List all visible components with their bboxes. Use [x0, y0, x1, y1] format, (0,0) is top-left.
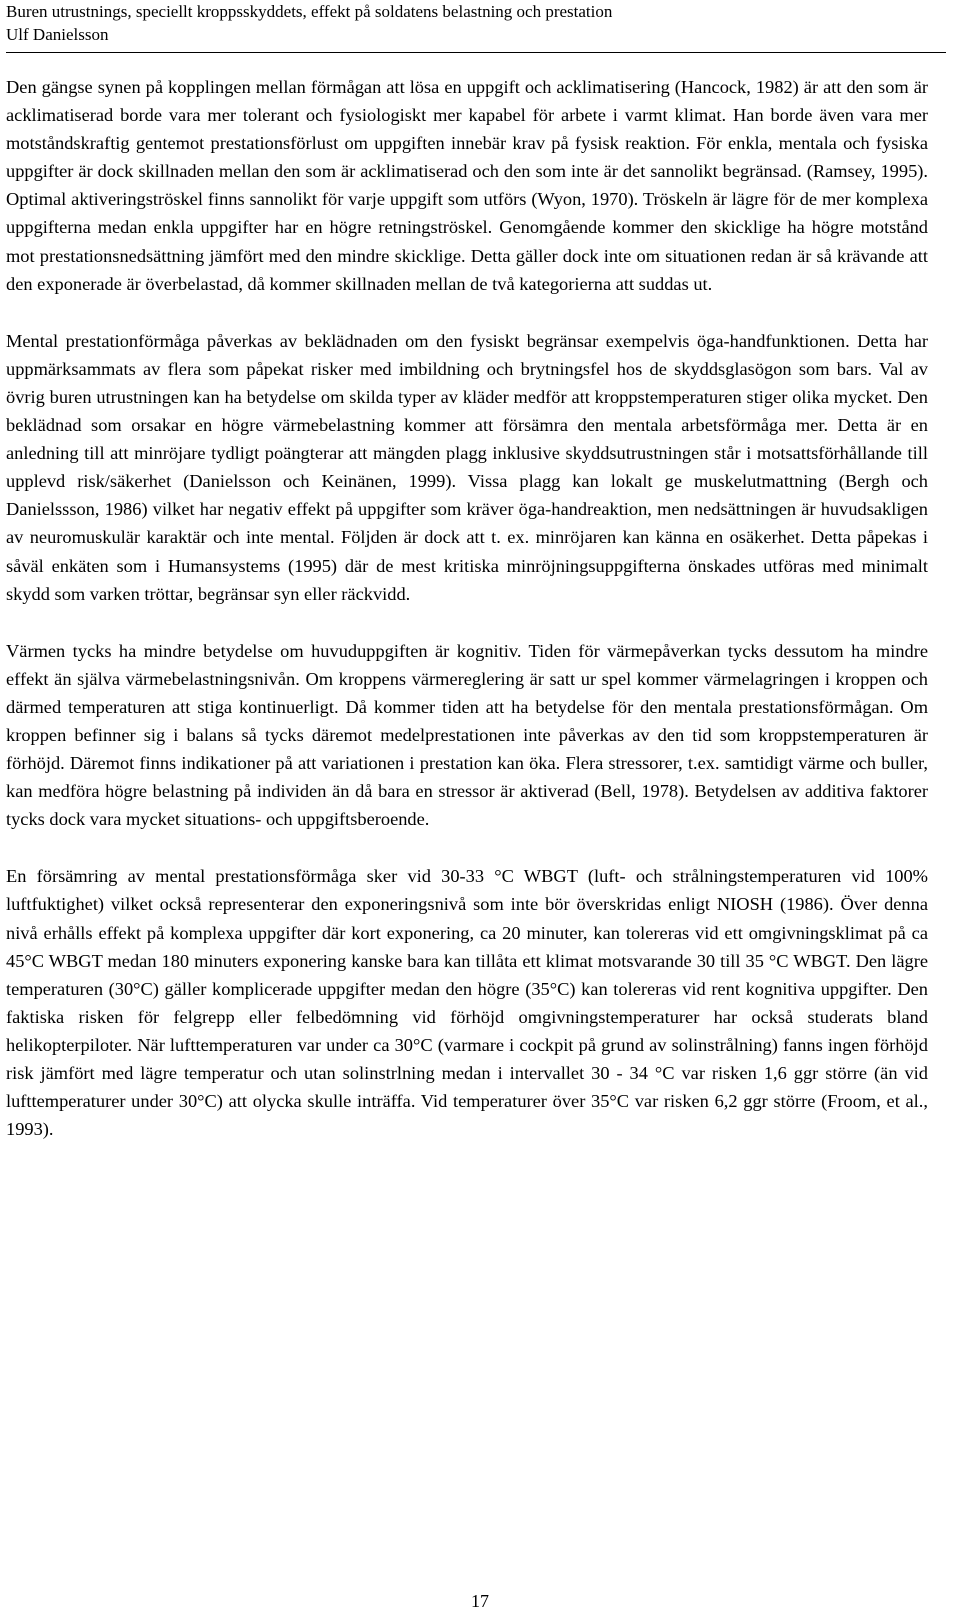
header-title: Buren utrustnings, speciellt kroppsskyddets, effekt på soldatens belastning och prestation [6, 2, 613, 21]
paragraph-heat-cognitive: Värmen tycks ha mindre betydelse om huvuduppgiften är kognitiv. Tiden för värmepåverkan tycks dessutom ha mindre effekt än själva värmebelastningsnivån. Om kroppens värmereglering är satt ur spel kommer värmelagringen i kroppen och därmed temperaturen att stiga kontinuerligt. Då kommer tiden att ha betydelse för den mentala prestationsförmågan. Om kroppen befinner sig i balans så tycks däremot medelprestationen inte påverkas av den tid som kroppstemperaturen är förhöjd. Däremot finns indikationer på att variationen i prestation kan öka. Flera stressorer, t.ex. samtidigt värme och buller, kan medföra högre belastning på individen än då bara en stressor är aktiverad (Bell, 1978). Betydelsen av additiva faktorer tycks dock vara mycket situations- och uppgiftsberoende. [6, 640, 928, 830]
body-text [6, 73, 928, 1172]
header-author: Ulf Danielsson [6, 25, 109, 44]
page-number: 17 [471, 1591, 489, 1611]
paragraph-clothing-performance: Mental prestationförmåga påverkas av beklädnaden om den fysiskt begränsar exempelvis öga-handfunktionen. Detta har uppmärksammats av flera som påpekat risker med imbildning och brytningsfel hos de skyddsglasögon som bars. Val av övrig buren utrustningen kan ha betydelse om skilda typer av kläder medför att kroppstemperaturen stiger olika mycket. Den beklädnad som orsakar en högre värmebelastning kommer att försämra den mentala arbetsförmåga mer. Detta är en anledning till att minröjare tydligt poängterar att mängden plagg inklusive skyddsutrustningen står i motsattsförhållande till upplevd risk/säkerhet (Danielsson och Keinänen, 1999). Vissa plagg kan lokalt ge muskelutmattning (Bergh och Danielssson, 1986) vilket har negativ effekt på uppgifter som kräver öga-handreaktion, men nedsättningen är huvudsakligen av neuromuskulär karaktär och inte mental. Följden är dock att t. ex. minröjaren kan känna en osäkerhet. Detta påpekas i såväl enkäten som i Humansystems (1995) där de mest kritiska minröjningsuppgifterna önskades utföras med minimalt skydd som varken tröttar, begränsar syn eller räckvidd. [6, 330, 928, 604]
running-header [6, 0, 946, 53]
paragraph-wbgt-limits: En försämring av mental prestationsförmåga sker vid 30-33 °C WBGT (luft- och strålningstemperaturen vid 100% luftfuktighet) vilket också representerar den exponeringsnivå som inte bör överskridas enligt NIOSH (1986). Över denna nivå erhålls effekt på komplexa uppgifter där kort exponering, ca 20 minuter, kan tolereras vid ett omgivningsklimat på ca 45°C WBGT medan 180 minuters exponering kanske bara kan tillåta ett klimat motsvarande 30 till 35 °C WBGT. Den lägre temperaturen (30°C) gäller komplicerade uppgifter medan den högre (35°C) kan tolereras vid rent kognitiva uppgifter. Den faktiska risken för felgrepp eller felbedömning vid förhöjd omgivningstemperaturer har också studerats bland helikopterpiloter. När lufttemperaturen var under ca 30°C (varmare i cockpit på grund av solinstrålning) fanns ingen förhöjd risk jämfört med lägre temperatur och utan solinstrlning medan i intervallet 30 - 34 °C var risken 1,6 ggr större (än vid lufttemperaturer under 30°C) att olycka skulle inträffa. Vid temperaturer över 35°C var risken 6,2 ggr större (Froom, et al., 1993). [6, 866, 928, 1140]
paragraph-acclimatization: Den gängse synen på kopplingen mellan förmågan att lösa en uppgift och acklimatisering (Hancock, 1982) är att den som är acklimatiserad borde vara mer tolerant och fysiologiskt mer kapabel för arbete i varmt klimat. Han borde även vara mer motståndskraftig gentemot prestationsförlust om uppgiften innebär krav på fysisk reaktion. För enkla, mentala och fysiska uppgifter är dock skillnaden mellan den som är acklimatiserad och den som inte är det sannolikt begränsad. (Ramsey, 1995). Optimal aktiveringströskel finns sannolikt för varje uppgift som utförs (Wyon, 1970). Tröskeln är lägre för de mer komplexa uppgifterna medan enkla uppgifter har en högre retningströskel. Genomgående kommer den skicklige ha högre motstånd mot prestationsnedsättning jämfört med den mindre skicklige. Detta gäller dock inte om situationen redan är så krävande att den exponerade är överbelastad, då kommer skillnaden mellan de två kategorierna att suddas ut. [6, 77, 928, 294]
